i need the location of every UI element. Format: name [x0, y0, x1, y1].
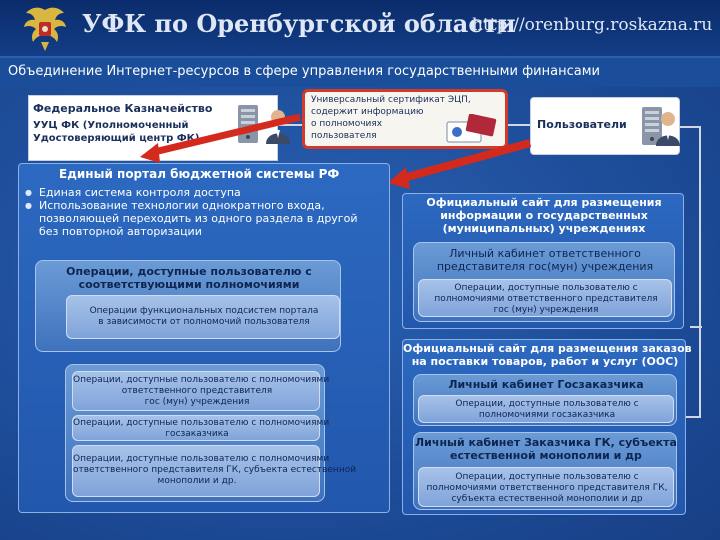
diagram-stage	[0, 87, 720, 540]
portal-ops-block	[35, 260, 341, 352]
oos-gk-cabinet-title: Личный кабинет Заказчика ГК, субъекта естественной монополии и др	[415, 436, 677, 462]
portal-ops-item-gk: Операции, доступные пользователю с полномочиями ответственного представителя ГК, субъекта естественной монополии и др.	[72, 445, 320, 497]
portal-bullet: ● Использование технологии однократного входа, позволяющей переходить из одного раздела в другой без повторной авторизации	[25, 199, 387, 238]
portal-ops-sub: Операции функциональных подсистем портала в зависимости от полномочий пользователя	[89, 306, 319, 327]
unified-portal-panel	[18, 163, 390, 513]
treasury-ca-label: УУЦ ФК (Уполномоченный	[33, 120, 189, 131]
portal-title: Единый портал бюджетной системы РФ	[59, 167, 340, 181]
portal-bullet: ● Единая система контроля доступа	[25, 186, 387, 199]
portal-ops-sub-box	[66, 295, 340, 339]
oos-customer-cabinet-title: Личный кабинет Госзаказчика	[448, 378, 644, 391]
gmu-site-panel	[402, 193, 684, 329]
oos-site-title: Официальный сайт для размещения заказов на поставки товаров, работ и услуг (ООС)	[403, 342, 692, 368]
portal-ops-title: Операции, доступные пользователю с соответствующими полномочиями	[66, 265, 312, 291]
portal-bullet-list	[25, 186, 387, 238]
double-headed-eagle-emblem	[22, 4, 68, 54]
gmu-ops-box	[418, 279, 672, 317]
portal-ops-item-customer: Операции, доступные пользователю с полномочиями госзаказчика	[72, 415, 320, 441]
oos-gk-ops-box	[418, 467, 674, 507]
page-subtitle: Объединение Интернет-ресурсов в сфере управления государственными финансами	[8, 64, 600, 79]
gmu-cabinet-block	[413, 242, 675, 322]
treasury-ca-name: Удостоверяющий центр ФК)	[33, 133, 200, 144]
oos-site-panel	[402, 339, 692, 515]
oos-customer-ops: Операции, доступные пользователю с полномочиями госзаказчика	[455, 399, 639, 420]
certificate-text: Универсальный сертификат ЭЦП, содержит информацию о полномочиях пользователя	[311, 95, 471, 141]
users-label: Пользователи	[537, 118, 627, 131]
gmu-ops: Операции, доступные пользователю с полномочиями ответственного представителя гос (мун) учреждения	[434, 283, 658, 315]
gmu-site-title: Официальный сайт для размещения информации о государственных (муниципальных) учреждениях	[426, 196, 662, 235]
portal-ops-list-block	[65, 364, 357, 502]
oos-customer-ops-box	[418, 395, 674, 423]
header-bar	[0, 0, 720, 58]
treasury-title: Федеральное Казначейство	[33, 102, 213, 115]
portal-ops-item-gmu: Операции, доступные пользователю с полномочиями ответственного представителя гос (мун) учреждения	[72, 371, 320, 411]
header-title: УФК по Оренбургской области	[82, 9, 516, 38]
header-url-link[interactable]: http://orenburg.roskazna.ru	[472, 15, 713, 35]
page-subtitle-bar	[0, 59, 720, 87]
oos-gk-ops: Операции, доступные пользователю с полномочиями ответственного представителя ГК, субъекта естественной монополии и др	[426, 472, 668, 504]
gmu-cabinet-title: Личный кабинет ответственного представителя гос(мун) учреждения	[436, 247, 654, 273]
oos-customer-cabinet-block	[413, 374, 677, 426]
oos-gk-cabinet-block	[413, 432, 677, 510]
